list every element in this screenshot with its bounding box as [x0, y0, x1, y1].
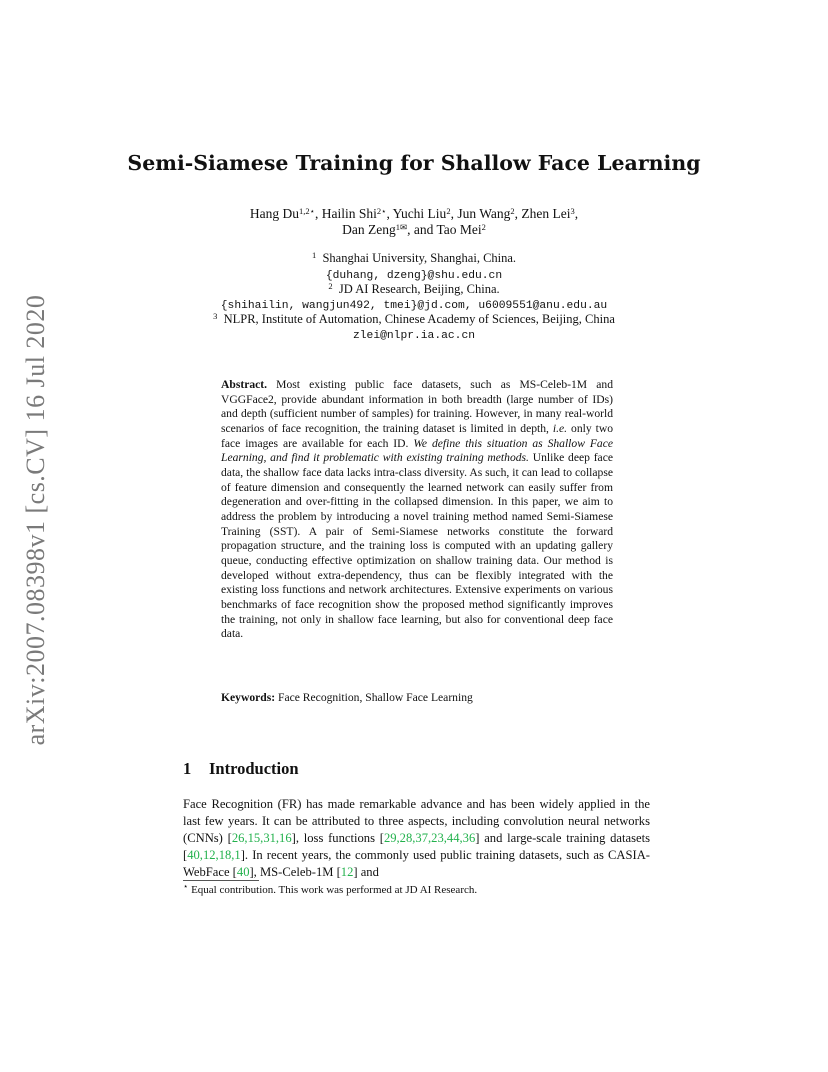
abstract-text: Unlike deep face data, the shallow face data lacks intra-class diversity. As such, it can lead to collapse of feature dimension and consequently the learned network can easily suffer from degeneration and over-fitting in the collapsed dimension. In this paper, we aim to address the problem by introducing a novel training method named Semi-Siamese Training (SST). A pair of Semi-Siamese networks constitute the forward propagation structure, and the training loss is computed with an updating gallery queue, conducting effective optimization on shallow training data. Our method is developed without extra-dependency, thus can be flexibly integrated with the existing loss functions and network architectures. Extensive experiments on various benchmarks of face recognition show the proposed method significantly improves the training, not only in shallow face learning, but also for conventional deep face data. — [221, 451, 613, 641]
email-text: {duhang, dzeng}@shu.edu.cn — [325, 270, 503, 282]
citation-link[interactable]: 26,15,31,16 — [231, 830, 292, 845]
email-text: zlei@nlpr.ia.ac.cn — [352, 330, 476, 342]
citation-link[interactable]: 29,28,37,23,44,36 — [383, 830, 476, 845]
section-number: 1 — [183, 759, 192, 778]
affiliation-mark: 1 — [311, 250, 317, 260]
keywords-label: Keywords: — [221, 691, 276, 704]
affiliation-1 — [0, 250, 828, 266]
affiliation-text: JD AI Research, Beijing, China. — [338, 282, 500, 296]
arxiv-identifier: arXiv:2007.08398v1 [cs.CV] 16 Jul 2020 — [21, 294, 50, 746]
author-name: , Yuchi Liu — [386, 206, 447, 221]
abstract-label: Abstract. — [221, 378, 268, 391]
author-separator: , — [574, 206, 579, 221]
author-affiliation-mark: 1✉ — [395, 222, 408, 232]
affiliation-3-email — [0, 326, 828, 344]
section-heading — [183, 759, 299, 779]
author-name: Dan Zeng — [342, 222, 396, 237]
affiliation-text: Shanghai University, Shanghai, China. — [322, 251, 517, 265]
author-affiliation-mark: 2 — [481, 222, 486, 232]
author-name: , and Tao Mei — [407, 222, 482, 237]
citation-link[interactable]: 40 — [236, 864, 250, 879]
affiliation-mark: 2 — [328, 281, 333, 291]
introduction-paragraph — [183, 796, 650, 881]
footnote-mark: ⋆ — [183, 881, 189, 891]
author-affiliation-mark: 2 — [510, 206, 515, 216]
section-title: Introduction — [209, 759, 299, 778]
abstract-ie: i.e. — [552, 421, 568, 435]
author-affiliation-mark: 3 — [570, 206, 575, 216]
paper-title: Semi-Siamese Training for Shallow Face Learning — [127, 151, 701, 175]
citation-link[interactable]: 40,12,18,1 — [187, 847, 241, 862]
author-affiliation-mark: 1,2⋆ — [299, 206, 315, 216]
email-text: {shihailin, wangjun492, tmei}@jd.com, u6009551@anu.edu.au — [220, 300, 608, 312]
intro-text: ], loss functions [ — [291, 830, 384, 845]
intro-text: ] and large-scale training datasets [ — [183, 830, 650, 862]
citation-link[interactable]: 12 — [340, 864, 354, 879]
affiliation-3 — [0, 311, 828, 327]
author-affiliation-mark: 2⋆ — [376, 206, 387, 216]
intro-text: ], MS-Celeb-1M [ — [249, 864, 341, 879]
abstract-emphasis: We define this situation as Shallow Face Learning, and find it problematic with existing training methods. — [221, 436, 613, 465]
author-name: Hang Du — [249, 206, 300, 221]
abstract-text: Most existing public face datasets, such as MS-Celeb-1M and VGGFace2, provide abundant information in both breadth (large number of IDs) and depth (sufficient number of samples) for training. However, in many real-world scenarios of face recognition, the training dataset is limited in depth, — [221, 378, 613, 435]
keywords-text: Face Recognition, Shallow Face Learning — [275, 691, 473, 704]
author-name: , Hailin Shi — [314, 206, 377, 221]
keywords — [221, 691, 621, 704]
abstract-text: only two face images are available for each ID. — [221, 421, 613, 450]
author-line-2 — [0, 221, 828, 239]
affiliation-text: NLPR, Institute of Automation, Chinese Academy of Sciences, Beijing, China — [223, 312, 615, 326]
affiliation-2 — [0, 281, 828, 297]
author-name: , Zhen Lei — [514, 206, 571, 221]
footnote-text: Equal contribution. This work was performed at JD AI Research. — [188, 884, 478, 896]
affiliation-mark: 3 — [213, 311, 218, 321]
footnote-divider — [183, 880, 259, 881]
intro-text: ] and — [353, 864, 379, 879]
author-name: , Jun Wang — [450, 206, 511, 221]
footnote — [183, 881, 643, 896]
intro-text: ]. In recent years, the commonly used public training datasets, such as CASIA-WebFace [ — [183, 847, 650, 879]
intro-text: Face Recognition (FR) has made remarkable advance and has been widely applied in the last few years. It can be attributed to three aspects, including convolution neural networks (CNNs) [ — [183, 797, 650, 845]
author-affiliation-mark: 2 — [446, 206, 451, 216]
abstract — [221, 378, 613, 642]
